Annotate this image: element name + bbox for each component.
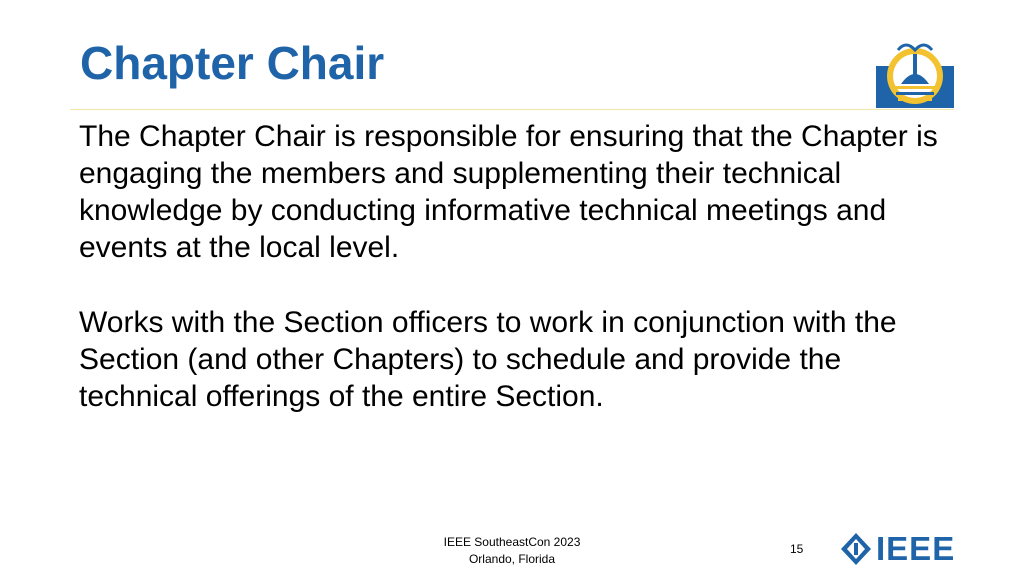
slide-title: Chapter Chair (80, 37, 385, 89)
paragraph-section-coordination: Works with the Section officers to work in conjunction with the Section (and other Chapters) to schedule and provide the technical offerings of the entire Section. (79, 306, 897, 413)
footer-conference-location: Orlando, Florida (468, 552, 556, 566)
fountain-emblem-icon (876, 36, 954, 108)
ieee-wordmark: IEEE (876, 530, 956, 567)
footer-conference-name: IEEE SoutheastCon 2023 (443, 535, 581, 549)
page-number: 15 (790, 542, 804, 556)
title-divider (70, 109, 954, 110)
body-content (79, 118, 939, 415)
footer-conference (412, 534, 612, 568)
paragraph-responsibilities: The Chapter Chair is responsible for ensuring that the Chapter is engaging the members and supplementing their technical knowledge by conducting informative technical meetings and events at the local level. (79, 120, 938, 264)
